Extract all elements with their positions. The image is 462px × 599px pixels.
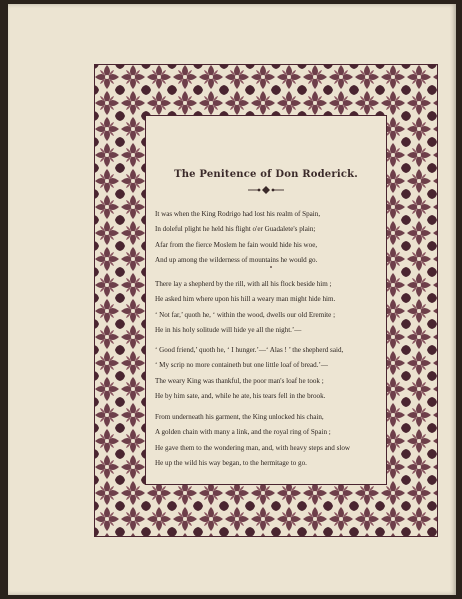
poem-line: ‘ Good friend,’ quoth he, ‘ I hunger.’—‘ Alas ! ’ the shepherd said, bbox=[155, 346, 344, 354]
poem-line: He up the wild his way began, to the hermitage to go. bbox=[155, 458, 307, 467]
stanza-2 bbox=[155, 277, 393, 338]
poem-text-panel bbox=[146, 116, 386, 484]
poem-line: And up among the wilderness of mountains he would go. bbox=[155, 255, 318, 264]
poem-line: He asked him where upon his hill a weary man might hide him. bbox=[155, 295, 336, 304]
poem-line: Afar from the fierce Moslem he fain would hide his woe, bbox=[155, 240, 318, 249]
stanza-3 bbox=[155, 343, 393, 404]
poem-line: There lay a shepherd by the rill, with all his flock beside him ; bbox=[155, 280, 332, 288]
book-page bbox=[8, 4, 456, 595]
poem-line: ‘ Not far,’ quoth he, ‘ within the wood, dwells our old Eremite ; bbox=[155, 310, 336, 319]
poem-line: In doleful plight he held his flight o'er Guadalete's plain; bbox=[155, 225, 316, 234]
paper-speck bbox=[270, 266, 272, 268]
title-flourish-ornament bbox=[246, 185, 286, 195]
poem-line: It was when the King Rodrigo had lost his realm of Spain, bbox=[155, 210, 321, 218]
decorative-border-frame bbox=[94, 64, 438, 537]
poem-line: The weary King was thankful, the poor man's loaf he took ; bbox=[155, 376, 324, 385]
poem-line: He in his holy solitude will hide ye all the night.’— bbox=[155, 325, 302, 334]
poem-line: He by him sate, and, while he ate, his tears fell in the brook. bbox=[155, 391, 326, 400]
stanza-4 bbox=[155, 410, 393, 471]
poem-title: The Penitence of Don Roderick. bbox=[174, 169, 358, 180]
poem-line: ‘ My scrip no more containeth but one little loaf of bread.’— bbox=[155, 361, 328, 370]
stanza-1 bbox=[155, 207, 393, 268]
poem-line: He gave them to the wondering man, and, with heavy steps and slow bbox=[155, 443, 351, 452]
poem-line: From underneath his garment, the King unlocked his chain, bbox=[155, 413, 324, 421]
poem-line: A golden chain with many a link, and the royal ring of Spain ; bbox=[155, 428, 331, 437]
